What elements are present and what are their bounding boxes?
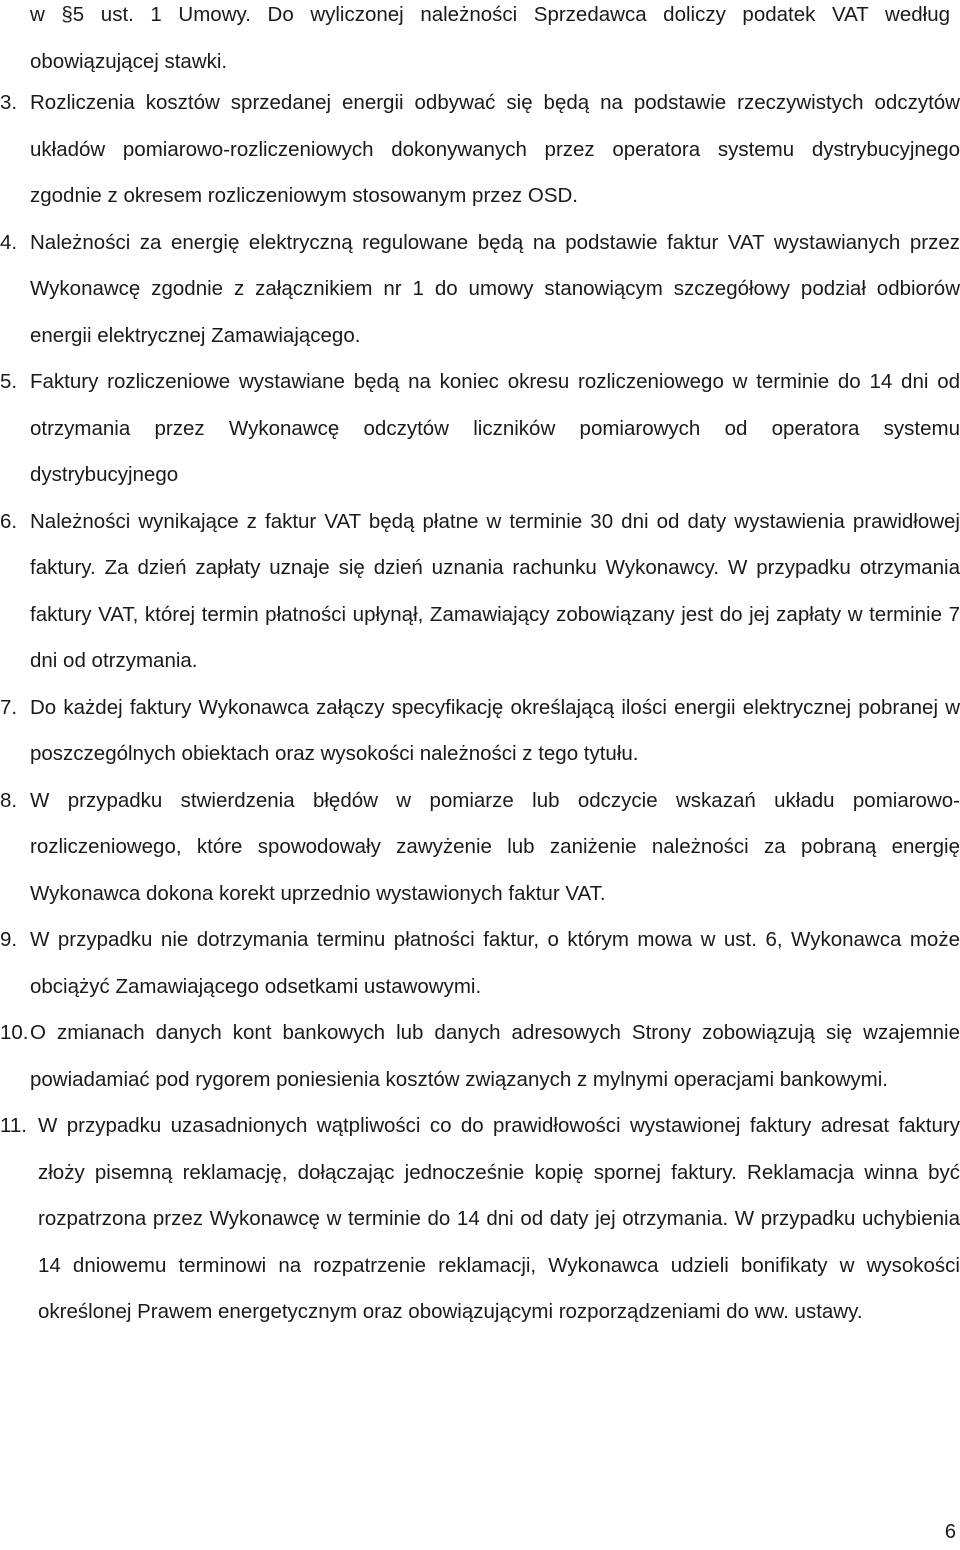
list-item-10 [0,1010,960,1103]
list-item-6 [0,499,960,685]
list-item-text: Faktury rozliczeniowe wystawiane będą na koniec okresu rozliczeniowego w terminie do 14 dni od otrzymania przez Wykonawcę odczytów liczników pomiarowych od operatora systemu dystrybucyjnego [30,370,960,486]
list-item-number: 8. [0,788,18,812]
list-item-text: Należności za energię elektryczną regulowane będą na podstawie faktur VAT wystawianych przez Wykonawcę zgodnie z załącznikiem nr 1 do umowy stanowiącym szczegółowy podział odbiorów energii elektrycznej Zamawiającego. [30,230,960,347]
list-item-text: W przypadku stwierdzenia błędów w pomiarze lub odczycie wskazań układu pomiarowo-rozliczeniowego, które spowodowały zawyżenie lub zaniżenie należności za pobraną energię Wykonawca dokona korekt uprzednio wystawionych faktur VAT. [30,788,960,905]
list-item-text: Należności wynikające z faktur VAT będą płatne w terminie 30 dni od daty wystawienia prawidłowej faktury. Za dzień zapłaty uznaje się dzień uznania rachunku Wykonawcy. W przypadku otrzymania faktury VAT, której termin płatności upłynął, Zamawiający zobowiązany jest do jej zapłaty w terminie 7 dni od otrzymania. [30,509,960,672]
list-item-number: 7. [0,695,18,719]
list-item-5 [0,359,960,499]
numbered-list [0,80,960,1336]
list-item-text: W przypadku uzasadnionych wątpliwości co do prawidłowości wystawionej faktury adresat faktury złoży pisemną reklamację, dołączając jednocześnie kopię spornej faktury. Reklamacja winna być rozpatrzona przez Wykonawcę w terminie do 14 dni od daty jej otrzymania. W przypadku uchybienia 14 dniowemu terminowi na rozpatrzenie reklamacji, Wykonawca udzieli bonifikaty w wysokości określonej Prawem energetycznym oraz obowiązującymi rozporządzeniami do ww. ustawy. [38,1114,960,1323]
list-item-3 [0,80,960,220]
list-item-number: 10. [0,1021,29,1044]
list-item-number: 11. [0,1114,27,1137]
list-item-4 [0,220,960,360]
list-item-number: 3. [0,91,18,114]
list-item-11 [0,1103,960,1336]
intro-paragraph: w §5 ust. 1 Umowy. Do wyliczonej należności Sprzedawca doliczy podatek VAT według obowiązującej stawki. [30,3,950,73]
list-item-text: Rozliczenia kosztów sprzedanej energii odbywać się będą na podstawie rzeczywistych odczytów układów pomiarowo-rozliczeniowych dokonywanych przez operatora systemu dystrybucyjnego zgodnie z okresem rozliczeniowym stosowanym przez OSD. [30,91,960,207]
list-item-number: 5. [0,370,18,393]
list-item-text: W przypadku nie dotrzymania terminu płatności faktur, o którym mowa w ust. 6, Wykonawca może obciążyć Zamawiającego odsetkami ustawowymi. [30,928,960,998]
list-item-8 [0,778,960,918]
list-item-7 [0,685,960,778]
list-item-number: 9. [0,928,18,951]
page-number: 6 [944,1521,956,1543]
list-item-9 [0,917,960,1010]
list-item-number: 4. [0,230,18,254]
list-item-text: O zmianach danych kont bankowych lub danych adresowych Strony zobowiązują się wzajemnie powiadamiać pod rygorem poniesienia kosztów związanych z mylnymi operacjami bankowymi. [30,1021,960,1091]
list-item-number: 6. [0,509,18,533]
list-item-text: Do każdej faktury Wykonawca załączy specyfikację określającą ilości energii elektrycznej pobranej w poszczególnych obiektach oraz wysokości należności z tego tytułu. [30,695,960,765]
